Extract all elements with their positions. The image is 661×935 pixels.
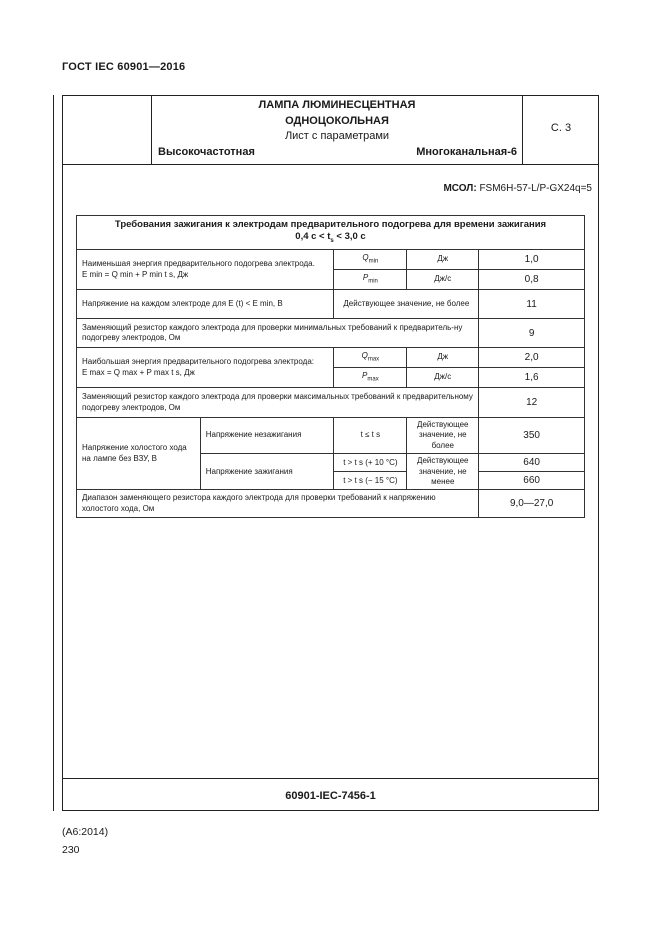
msol-label: МСОЛ: (443, 183, 477, 194)
symbol-qmin: $Q_{min}$ (334, 250, 407, 270)
value: 12 (479, 388, 585, 418)
value: 11 (479, 290, 585, 319)
header-bottom-rule (62, 164, 599, 165)
document-code: ГОСТ IEC 60901—2016 (62, 61, 186, 73)
sheet-label: Лист с параметрами (284, 130, 390, 142)
lamp-subtitle: ОДНОЦОКОЛЬНАЯ (285, 115, 389, 127)
table-row-min-energy: Наименьшая энергия предварительного подогрева электрода. E min = Q min + P min t s, Дж (77, 250, 334, 290)
qualifier: Действующее значение, не менее (407, 454, 479, 490)
value: 9,0—27,0 (479, 490, 585, 518)
symbol-pmin: $P_{min}$ (334, 270, 407, 290)
table-row-max-energy: Наибольшая энергия предварительного подогрева электрода: E max = Q max + P max t s, Дж (77, 348, 334, 388)
value: 1,6 (479, 368, 585, 388)
value: 350 (479, 418, 585, 454)
table-row-resistor-range: Диапазон заменяющего резистора каждого электрода для проверки требований к напряжению холостого хода, Ом (77, 490, 479, 518)
non-ignition-label: Напряжение незажигания (200, 418, 334, 454)
ignition-requirements-table (76, 215, 585, 518)
value: 2,0 (479, 348, 585, 368)
qualifier: Действующее значение, не более (407, 418, 479, 454)
footer-rule (62, 778, 599, 779)
unit: Дж (407, 348, 479, 368)
table-row-min-resistor: Заменяющий резистор каждого электрода для проверки минимальных требований к предваритель-ну подогреву электродов, Ом (77, 319, 479, 348)
ignition-label: Напряжение зажигания (200, 454, 334, 490)
unit: Дж/с (407, 368, 479, 388)
table-heading: Требования зажигания к электродам предварительного подогрева для времени зажигания 0,4 $с < t_s < 3,0$ с (77, 216, 585, 250)
symbol-qmax: $Q_{max}$ (334, 348, 407, 368)
condition: t > t s (+ 10 °С) (334, 454, 407, 472)
value: 9 (479, 319, 585, 348)
sheet-page: С. 3 (550, 122, 572, 134)
value: 1,0 (479, 250, 585, 270)
symbol-pmax: $P_{max}$ (334, 368, 407, 388)
sheet-code: 60901-IEC-7456-1 (285, 790, 376, 802)
condition: t > t s (− 15 °С) (334, 472, 407, 490)
table-row-open-circuit-voltage: Напряжение холостого хода на лампе без ВЗУ, В (77, 418, 201, 490)
lamp-type-right: Многоканальная-6 (416, 146, 517, 158)
msol-code (443, 183, 592, 194)
unit: Дж (407, 250, 479, 270)
lamp-title: ЛАМПА ЛЮМИНЕСЦЕНТНАЯ (258, 99, 416, 111)
unit: Дж/с (407, 270, 479, 290)
value: 660 (479, 472, 585, 490)
condition: Действующее значение, не более (334, 290, 479, 319)
amendment: (А6:2014) (62, 826, 109, 838)
value: 0,8 (479, 270, 585, 290)
binding-line (53, 95, 54, 811)
condition: t ≤ t s (334, 418, 407, 454)
table-row-electrode-voltage: Напряжение на каждом электроде для E (t) < E min, В (77, 290, 334, 319)
value: 640 (479, 454, 585, 472)
msol-value: FSM6H-57-L/P-GX24q=5 (479, 183, 592, 194)
lamp-type-left: Высокочастотная (158, 146, 255, 158)
table-row-max-resistor: Заменяющий резистор каждого электрода для проверки максимальных требований к предварительному подогреву электродов, Ом (77, 388, 479, 418)
page-number: 230 (62, 844, 80, 856)
